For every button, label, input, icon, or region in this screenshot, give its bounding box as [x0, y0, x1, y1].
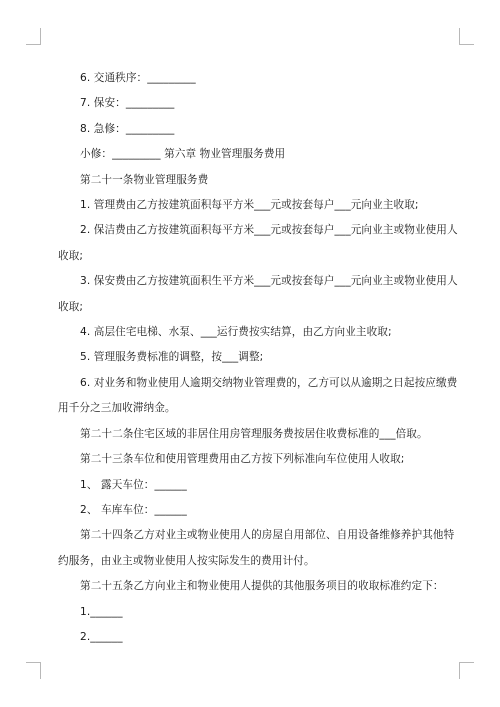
- document-line: 第二十五条乙方向业主和物业使用人提供的其他服务项目的收取标准约定下：: [80, 580, 444, 593]
- document-line: 第二十三条车位和使用管理费用由乙方按下列标准向车位使用人收取;: [80, 453, 405, 466]
- document-line: 5. 管理服务费标准的调整，按___调整;: [80, 351, 264, 364]
- document-line: 2.______: [80, 630, 123, 643]
- document-line: 2. 保洁费由乙方按建筑面积每平方米___元或按套每户___元向业主或物业使用人: [80, 224, 458, 237]
- document-line: 6. 交通秩序：_________: [80, 72, 196, 84]
- crop-mark-bottom-right: [459, 662, 474, 679]
- document-line: 3. 保安费由乙方按建筑面积生平方米___元或按套每户___元向业主或物业使用人: [80, 275, 458, 288]
- crop-mark-top-left: [26, 28, 41, 45]
- document-line: 2、 车库车位：______: [80, 503, 187, 516]
- document-line: 第二十二条住宅区域的非居住用房管理服务费按居住收费标准的___倍取。: [80, 427, 428, 440]
- document-line: 约服务，由业主或物业使用人按实际发生的费用计付。: [58, 554, 315, 567]
- document-line: 小修：_________ 第六章 物业管理服务费用: [80, 148, 286, 161]
- document-line: 1、 露天车位：______: [80, 478, 187, 491]
- document-line: 第二十一条物业管理服务费: [80, 173, 209, 186]
- document-line: 1. 管理费由乙方按建筑面积每平方米___元或按套每户___元向业主收取;: [80, 199, 419, 212]
- document-body: [58, 66, 458, 650]
- document-line: 4. 高层住宅电梯、水泵、___运行费按实结算，由乙方向业主收取;: [80, 326, 392, 339]
- document-line: 第二十四条乙方对业主或物业使用人的房屋自用部位、自用设备维修养护其他特: [80, 529, 455, 542]
- document-line: 用千分之三加收滞纳金。: [58, 402, 176, 415]
- document-line: 1.______: [80, 605, 123, 618]
- crop-mark-top-right: [459, 28, 474, 45]
- document-line: 8. 急修：_________: [80, 122, 175, 135]
- document-line: 收取;: [58, 249, 84, 262]
- document-line: 收取;: [58, 300, 84, 313]
- document-line: 6. 对业务和物业使用人逾期交纳物业管理费的，乙方可以从逾期之日起按应缴费: [80, 376, 458, 389]
- crop-mark-bottom-left: [26, 662, 41, 679]
- document-line: 7. 保安：_________: [80, 97, 175, 110]
